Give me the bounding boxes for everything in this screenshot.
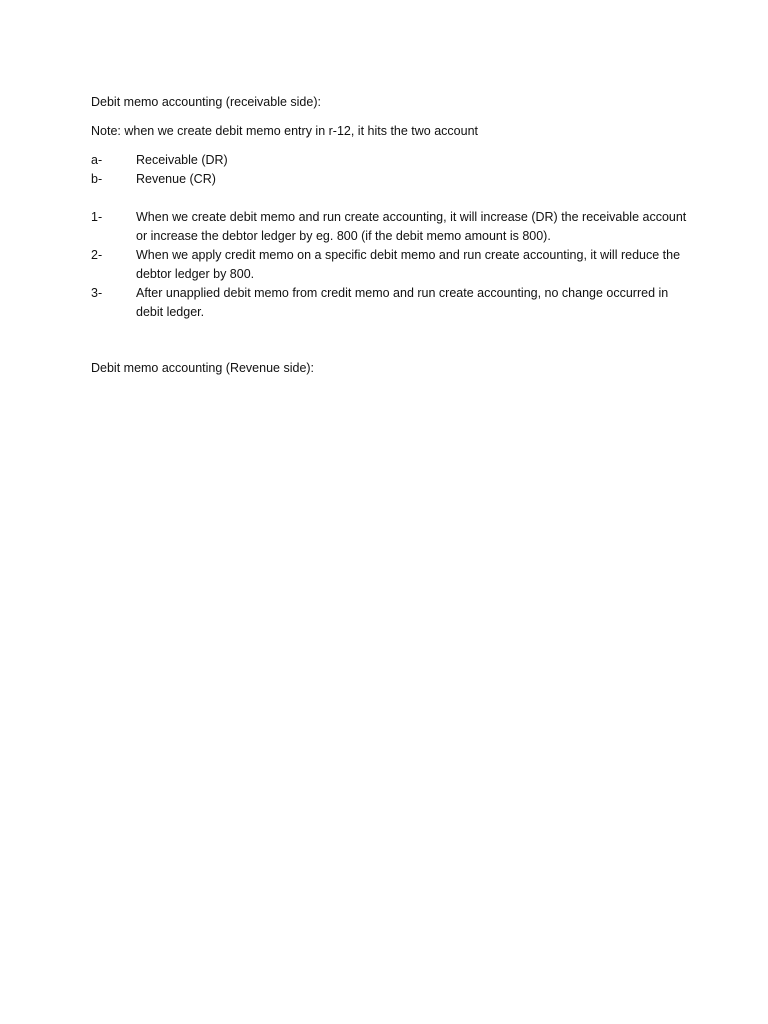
accounts-list: [91, 151, 691, 189]
list-item-text: Revenue (CR): [136, 172, 216, 186]
list-item: [91, 151, 691, 170]
list-marker: 3-: [91, 286, 103, 300]
list-item-text: When we create debit memo and run create accounting, it will increase (DR) the receivable account or increase the debtor ledger by eg. 800 (if the debit memo amount is 800).: [136, 210, 687, 243]
list-item: [91, 170, 691, 189]
list-marker: 1-: [91, 210, 103, 224]
list-marker: b-: [91, 172, 103, 186]
note-paragraph: Note: when we create debit memo entry in r-12, it hits the two account: [91, 124, 478, 138]
steps-list: [91, 208, 691, 322]
list-marker: 2-: [91, 248, 103, 262]
list-item-text: When we apply credit memo on a specific debit memo and run create accounting, it will reduce the debtor ledger by 800.: [136, 248, 681, 281]
list-marker: a-: [91, 153, 103, 167]
list-item: [91, 284, 691, 322]
list-item-text: After unapplied debit memo from credit memo and run create accounting, no change occurred in debit ledger.: [136, 286, 669, 319]
heading-revenue-side: Debit memo accounting (Revenue side):: [91, 361, 315, 375]
list-item-text: Receivable (DR): [136, 153, 228, 167]
list-item: [91, 246, 691, 284]
heading-receivable-side: Debit memo accounting (receivable side):: [91, 95, 321, 109]
list-item: [91, 208, 691, 246]
